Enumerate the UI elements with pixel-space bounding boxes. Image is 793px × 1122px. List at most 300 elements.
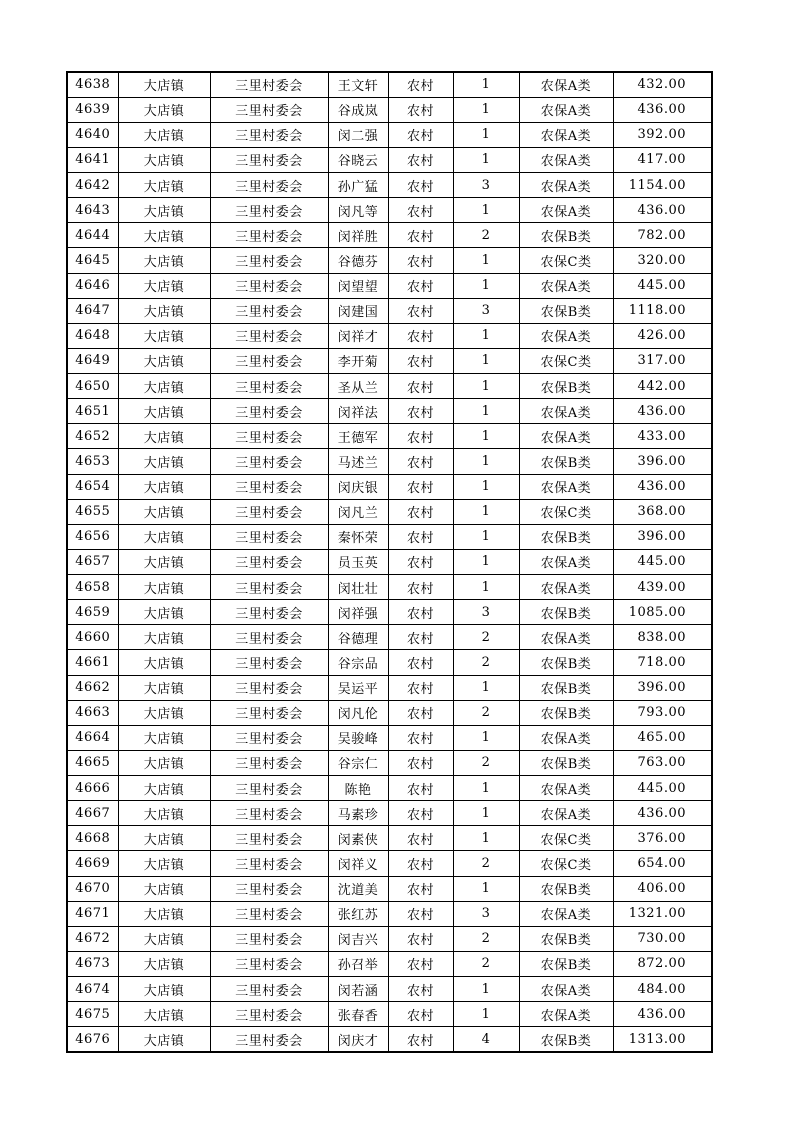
cell-category: 农保B类 xyxy=(519,876,613,901)
cell-amount: 396.00 xyxy=(613,675,712,700)
cell-name: 马素珍 xyxy=(328,801,388,826)
cell-town: 大店镇 xyxy=(118,524,210,549)
cell-name: 谷晓云 xyxy=(328,147,388,172)
cell-id: 4666 xyxy=(67,776,118,801)
cell-category: 农保A类 xyxy=(519,173,613,198)
cell-name: 闵凡伦 xyxy=(328,700,388,725)
cell-id: 4639 xyxy=(67,97,118,122)
cell-name: 闵祥胜 xyxy=(328,223,388,248)
cell-type: 农村 xyxy=(388,348,453,373)
cell-amount: 396.00 xyxy=(613,449,712,474)
cell-category: 农保A类 xyxy=(519,323,613,348)
cell-count: 2 xyxy=(453,926,519,951)
cell-town: 大店镇 xyxy=(118,549,210,574)
cell-town: 大店镇 xyxy=(118,625,210,650)
cell-count: 1 xyxy=(453,449,519,474)
cell-type: 农村 xyxy=(388,1002,453,1027)
cell-category: 农保C类 xyxy=(519,826,613,851)
cell-count: 2 xyxy=(453,750,519,775)
cell-village: 三里村委会 xyxy=(210,122,328,147)
table-row xyxy=(67,1002,712,1027)
cell-type: 农村 xyxy=(388,1027,453,1052)
cell-town: 大店镇 xyxy=(118,675,210,700)
cell-town: 大店镇 xyxy=(118,750,210,775)
cell-count: 1 xyxy=(453,147,519,172)
cell-count: 1 xyxy=(453,524,519,549)
cell-type: 农村 xyxy=(388,600,453,625)
cell-amount: 436.00 xyxy=(613,97,712,122)
cell-name: 吴运平 xyxy=(328,675,388,700)
table-row xyxy=(67,374,712,399)
cell-town: 大店镇 xyxy=(118,72,210,97)
cell-type: 农村 xyxy=(388,298,453,323)
cell-amount: 445.00 xyxy=(613,273,712,298)
cell-count: 1 xyxy=(453,725,519,750)
cell-category: 农保A类 xyxy=(519,399,613,424)
cell-count: 3 xyxy=(453,901,519,926)
table-row xyxy=(67,273,712,298)
cell-village: 三里村委会 xyxy=(210,524,328,549)
cell-town: 大店镇 xyxy=(118,700,210,725)
cell-type: 农村 xyxy=(388,700,453,725)
cell-amount: 793.00 xyxy=(613,700,712,725)
cell-town: 大店镇 xyxy=(118,424,210,449)
cell-amount: 654.00 xyxy=(613,851,712,876)
cell-type: 农村 xyxy=(388,625,453,650)
cell-count: 1 xyxy=(453,122,519,147)
cell-id: 4673 xyxy=(67,951,118,976)
cell-type: 农村 xyxy=(388,72,453,97)
cell-type: 农村 xyxy=(388,97,453,122)
cell-id: 4651 xyxy=(67,399,118,424)
cell-town: 大店镇 xyxy=(118,449,210,474)
table-row xyxy=(67,147,712,172)
cell-town: 大店镇 xyxy=(118,323,210,348)
cell-name: 闵望望 xyxy=(328,273,388,298)
cell-id: 4640 xyxy=(67,122,118,147)
cell-count: 3 xyxy=(453,298,519,323)
cell-name: 闵庆银 xyxy=(328,474,388,499)
cell-town: 大店镇 xyxy=(118,122,210,147)
cell-category: 农保B类 xyxy=(519,650,613,675)
cell-id: 4667 xyxy=(67,801,118,826)
cell-category: 农保B类 xyxy=(519,298,613,323)
cell-name: 孙召举 xyxy=(328,951,388,976)
table-row xyxy=(67,675,712,700)
cell-name: 圣从兰 xyxy=(328,374,388,399)
cell-category: 农保A类 xyxy=(519,122,613,147)
cell-amount: 1118.00 xyxy=(613,298,712,323)
table-row xyxy=(67,700,712,725)
cell-town: 大店镇 xyxy=(118,198,210,223)
cell-village: 三里村委会 xyxy=(210,298,328,323)
cell-village: 三里村委会 xyxy=(210,474,328,499)
cell-name: 沈道美 xyxy=(328,876,388,901)
cell-category: 农保A类 xyxy=(519,72,613,97)
cell-id: 4669 xyxy=(67,851,118,876)
cell-count: 2 xyxy=(453,650,519,675)
cell-amount: 718.00 xyxy=(613,650,712,675)
cell-count: 2 xyxy=(453,700,519,725)
cell-count: 1 xyxy=(453,876,519,901)
cell-count: 1 xyxy=(453,399,519,424)
cell-name: 陈艳 xyxy=(328,776,388,801)
cell-name: 谷宗仁 xyxy=(328,750,388,775)
cell-amount: 1085.00 xyxy=(613,600,712,625)
table-row xyxy=(67,223,712,248)
cell-village: 三里村委会 xyxy=(210,399,328,424)
cell-id: 4672 xyxy=(67,926,118,951)
cell-category: 农保A类 xyxy=(519,901,613,926)
cell-count: 2 xyxy=(453,625,519,650)
cell-village: 三里村委会 xyxy=(210,801,328,826)
cell-category: 农保A类 xyxy=(519,575,613,600)
cell-town: 大店镇 xyxy=(118,876,210,901)
cell-type: 农村 xyxy=(388,248,453,273)
cell-type: 农村 xyxy=(388,273,453,298)
cell-name: 张春香 xyxy=(328,1002,388,1027)
cell-count: 1 xyxy=(453,499,519,524)
cell-amount: 436.00 xyxy=(613,198,712,223)
cell-type: 农村 xyxy=(388,675,453,700)
cell-village: 三里村委会 xyxy=(210,424,328,449)
cell-name: 王文轩 xyxy=(328,72,388,97)
cell-category: 农保B类 xyxy=(519,374,613,399)
cell-id: 4646 xyxy=(67,273,118,298)
cell-town: 大店镇 xyxy=(118,173,210,198)
cell-type: 农村 xyxy=(388,524,453,549)
cell-amount: 1154.00 xyxy=(613,173,712,198)
cell-name: 谷宗品 xyxy=(328,650,388,675)
cell-village: 三里村委会 xyxy=(210,1027,328,1052)
cell-category: 农保A类 xyxy=(519,198,613,223)
table-row xyxy=(67,323,712,348)
cell-town: 大店镇 xyxy=(118,273,210,298)
cell-amount: 426.00 xyxy=(613,323,712,348)
cell-town: 大店镇 xyxy=(118,851,210,876)
cell-village: 三里村委会 xyxy=(210,725,328,750)
cell-id: 4638 xyxy=(67,72,118,97)
cell-town: 大店镇 xyxy=(118,399,210,424)
cell-name: 吴骏峰 xyxy=(328,725,388,750)
table-row xyxy=(67,725,712,750)
cell-name: 秦怀荣 xyxy=(328,524,388,549)
cell-type: 农村 xyxy=(388,424,453,449)
cell-category: 农保B类 xyxy=(519,675,613,700)
cell-town: 大店镇 xyxy=(118,298,210,323)
cell-town: 大店镇 xyxy=(118,97,210,122)
cell-town: 大店镇 xyxy=(118,776,210,801)
cell-category: 农保A类 xyxy=(519,977,613,1002)
cell-count: 1 xyxy=(453,575,519,600)
table-row xyxy=(67,801,712,826)
cell-name: 闵祥才 xyxy=(328,323,388,348)
cell-town: 大店镇 xyxy=(118,348,210,373)
cell-amount: 436.00 xyxy=(613,801,712,826)
cell-town: 大店镇 xyxy=(118,575,210,600)
cell-type: 农村 xyxy=(388,198,453,223)
cell-village: 三里村委会 xyxy=(210,147,328,172)
cell-name: 闵祥义 xyxy=(328,851,388,876)
cell-type: 农村 xyxy=(388,977,453,1002)
cell-type: 农村 xyxy=(388,776,453,801)
cell-category: 农保A类 xyxy=(519,474,613,499)
cell-name: 马述兰 xyxy=(328,449,388,474)
cell-amount: 1321.00 xyxy=(613,901,712,926)
cell-category: 农保C类 xyxy=(519,499,613,524)
cell-amount: 436.00 xyxy=(613,399,712,424)
cell-amount: 872.00 xyxy=(613,951,712,976)
cell-category: 农保A类 xyxy=(519,549,613,574)
table-row xyxy=(67,198,712,223)
cell-name: 闵壮壮 xyxy=(328,575,388,600)
cell-count: 1 xyxy=(453,273,519,298)
cell-category: 农保A类 xyxy=(519,725,613,750)
cell-id: 4655 xyxy=(67,499,118,524)
cell-category: 农保A类 xyxy=(519,776,613,801)
cell-category: 农保B类 xyxy=(519,600,613,625)
cell-type: 农村 xyxy=(388,449,453,474)
cell-amount: 1313.00 xyxy=(613,1027,712,1052)
cell-village: 三里村委会 xyxy=(210,977,328,1002)
cell-village: 三里村委会 xyxy=(210,323,328,348)
table-row xyxy=(67,474,712,499)
table-row xyxy=(67,977,712,1002)
table-row xyxy=(67,122,712,147)
cell-id: 4656 xyxy=(67,524,118,549)
cell-category: 农保A类 xyxy=(519,97,613,122)
cell-town: 大店镇 xyxy=(118,474,210,499)
cell-category: 农保C类 xyxy=(519,851,613,876)
cell-count: 1 xyxy=(453,977,519,1002)
cell-name: 闵祥法 xyxy=(328,399,388,424)
table-row xyxy=(67,650,712,675)
cell-village: 三里村委会 xyxy=(210,173,328,198)
cell-village: 三里村委会 xyxy=(210,776,328,801)
cell-count: 1 xyxy=(453,97,519,122)
cell-type: 农村 xyxy=(388,147,453,172)
cell-village: 三里村委会 xyxy=(210,72,328,97)
cell-id: 4660 xyxy=(67,625,118,650)
cell-town: 大店镇 xyxy=(118,223,210,248)
cell-count: 1 xyxy=(453,474,519,499)
cell-type: 农村 xyxy=(388,926,453,951)
cell-type: 农村 xyxy=(388,499,453,524)
cell-town: 大店镇 xyxy=(118,725,210,750)
cell-village: 三里村委会 xyxy=(210,273,328,298)
cell-name: 员玉英 xyxy=(328,549,388,574)
cell-id: 4652 xyxy=(67,424,118,449)
cell-type: 农村 xyxy=(388,399,453,424)
cell-id: 4674 xyxy=(67,977,118,1002)
cell-village: 三里村委会 xyxy=(210,1002,328,1027)
table-row xyxy=(67,424,712,449)
cell-type: 农村 xyxy=(388,474,453,499)
cell-amount: 445.00 xyxy=(613,549,712,574)
cell-type: 农村 xyxy=(388,323,453,348)
cell-type: 农村 xyxy=(388,223,453,248)
cell-type: 农村 xyxy=(388,826,453,851)
cell-amount: 465.00 xyxy=(613,725,712,750)
cell-village: 三里村委会 xyxy=(210,575,328,600)
cell-town: 大店镇 xyxy=(118,901,210,926)
cell-town: 大店镇 xyxy=(118,248,210,273)
table-row xyxy=(67,449,712,474)
cell-name: 闵吉兴 xyxy=(328,926,388,951)
cell-amount: 417.00 xyxy=(613,147,712,172)
table-row xyxy=(67,173,712,198)
cell-count: 1 xyxy=(453,776,519,801)
cell-name: 闵若涵 xyxy=(328,977,388,1002)
cell-id: 4668 xyxy=(67,826,118,851)
table-row xyxy=(67,901,712,926)
cell-id: 4644 xyxy=(67,223,118,248)
cell-village: 三里村委会 xyxy=(210,926,328,951)
cell-village: 三里村委会 xyxy=(210,675,328,700)
cell-amount: 436.00 xyxy=(613,1002,712,1027)
cell-name: 闵庆才 xyxy=(328,1027,388,1052)
cell-id: 4664 xyxy=(67,725,118,750)
table-row xyxy=(67,298,712,323)
cell-town: 大店镇 xyxy=(118,600,210,625)
cell-village: 三里村委会 xyxy=(210,876,328,901)
cell-count: 1 xyxy=(453,323,519,348)
cell-count: 1 xyxy=(453,348,519,373)
cell-village: 三里村委会 xyxy=(210,449,328,474)
insurance-record-table xyxy=(66,71,713,1053)
cell-amount: 445.00 xyxy=(613,776,712,801)
cell-count: 1 xyxy=(453,675,519,700)
cell-village: 三里村委会 xyxy=(210,248,328,273)
cell-id: 4658 xyxy=(67,575,118,600)
cell-village: 三里村委会 xyxy=(210,625,328,650)
cell-name: 闵素侠 xyxy=(328,826,388,851)
cell-id: 4645 xyxy=(67,248,118,273)
cell-id: 4675 xyxy=(67,1002,118,1027)
table-row xyxy=(67,625,712,650)
cell-village: 三里村委会 xyxy=(210,901,328,926)
cell-amount: 763.00 xyxy=(613,750,712,775)
cell-name: 孙广猛 xyxy=(328,173,388,198)
cell-type: 农村 xyxy=(388,122,453,147)
cell-village: 三里村委会 xyxy=(210,499,328,524)
cell-category: 农保B类 xyxy=(519,951,613,976)
table-row xyxy=(67,248,712,273)
cell-category: 农保B类 xyxy=(519,524,613,549)
cell-amount: 406.00 xyxy=(613,876,712,901)
cell-id: 4653 xyxy=(67,449,118,474)
table-row xyxy=(67,72,712,97)
cell-amount: 838.00 xyxy=(613,625,712,650)
cell-count: 1 xyxy=(453,248,519,273)
cell-type: 农村 xyxy=(388,173,453,198)
cell-id: 4650 xyxy=(67,374,118,399)
cell-amount: 368.00 xyxy=(613,499,712,524)
cell-name: 闵凡等 xyxy=(328,198,388,223)
cell-category: 农保A类 xyxy=(519,273,613,298)
table-row xyxy=(67,399,712,424)
cell-id: 4643 xyxy=(67,198,118,223)
table-row xyxy=(67,851,712,876)
cell-amount: 396.00 xyxy=(613,524,712,549)
cell-count: 1 xyxy=(453,198,519,223)
table-row xyxy=(67,750,712,775)
cell-town: 大店镇 xyxy=(118,1027,210,1052)
cell-town: 大店镇 xyxy=(118,374,210,399)
cell-category: 农保A类 xyxy=(519,625,613,650)
cell-count: 2 xyxy=(453,951,519,976)
cell-id: 4676 xyxy=(67,1027,118,1052)
cell-id: 4647 xyxy=(67,298,118,323)
cell-village: 三里村委会 xyxy=(210,198,328,223)
cell-village: 三里村委会 xyxy=(210,851,328,876)
cell-town: 大店镇 xyxy=(118,1002,210,1027)
cell-name: 张红苏 xyxy=(328,901,388,926)
table-row xyxy=(67,926,712,951)
cell-village: 三里村委会 xyxy=(210,826,328,851)
cell-type: 农村 xyxy=(388,801,453,826)
cell-category: 农保A类 xyxy=(519,801,613,826)
cell-village: 三里村委会 xyxy=(210,97,328,122)
cell-id: 4657 xyxy=(67,549,118,574)
cell-type: 农村 xyxy=(388,901,453,926)
cell-name: 闵建国 xyxy=(328,298,388,323)
cell-category: 农保A类 xyxy=(519,424,613,449)
cell-category: 农保B类 xyxy=(519,1027,613,1052)
cell-id: 4648 xyxy=(67,323,118,348)
cell-name: 闵凡兰 xyxy=(328,499,388,524)
table-body xyxy=(67,72,712,1052)
cell-town: 大店镇 xyxy=(118,826,210,851)
cell-amount: 484.00 xyxy=(613,977,712,1002)
cell-type: 农村 xyxy=(388,851,453,876)
cell-village: 三里村委会 xyxy=(210,951,328,976)
cell-id: 4649 xyxy=(67,348,118,373)
cell-village: 三里村委会 xyxy=(210,600,328,625)
table-row xyxy=(67,826,712,851)
cell-amount: 392.00 xyxy=(613,122,712,147)
cell-name: 李开菊 xyxy=(328,348,388,373)
cell-amount: 730.00 xyxy=(613,926,712,951)
cell-count: 1 xyxy=(453,72,519,97)
cell-amount: 317.00 xyxy=(613,348,712,373)
cell-id: 4662 xyxy=(67,675,118,700)
table-row xyxy=(67,876,712,901)
cell-count: 1 xyxy=(453,374,519,399)
cell-count: 1 xyxy=(453,801,519,826)
cell-amount: 442.00 xyxy=(613,374,712,399)
cell-category: 农保B类 xyxy=(519,750,613,775)
table-row xyxy=(67,600,712,625)
cell-village: 三里村委会 xyxy=(210,348,328,373)
cell-amount: 320.00 xyxy=(613,248,712,273)
cell-type: 农村 xyxy=(388,725,453,750)
cell-id: 4665 xyxy=(67,750,118,775)
cell-amount: 432.00 xyxy=(613,72,712,97)
cell-count: 2 xyxy=(453,223,519,248)
cell-type: 农村 xyxy=(388,750,453,775)
cell-category: 农保A类 xyxy=(519,147,613,172)
cell-village: 三里村委会 xyxy=(210,700,328,725)
cell-village: 三里村委会 xyxy=(210,549,328,574)
cell-category: 农保B类 xyxy=(519,700,613,725)
cell-town: 大店镇 xyxy=(118,926,210,951)
table-row xyxy=(67,549,712,574)
table-row xyxy=(67,524,712,549)
cell-type: 农村 xyxy=(388,650,453,675)
table-row xyxy=(67,776,712,801)
cell-amount: 376.00 xyxy=(613,826,712,851)
